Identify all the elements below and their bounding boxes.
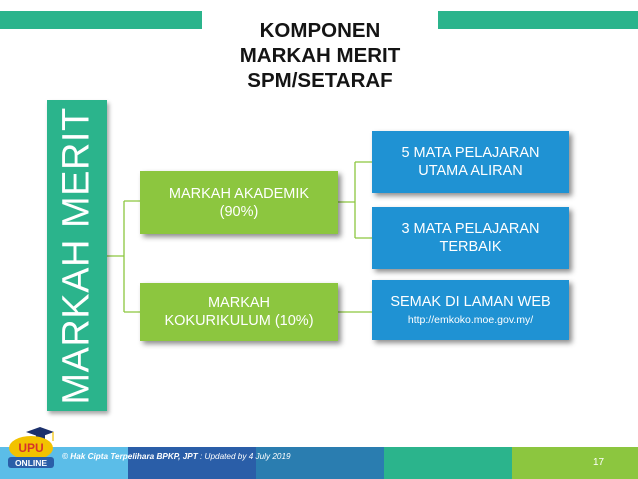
markah-akademik-box — [140, 171, 338, 234]
three-subjects-box — [372, 207, 569, 269]
page-number: 17 — [593, 457, 605, 468]
akademik-line-1: MARKAH AKADEMIK — [168, 185, 310, 202]
logo-text-line-2: ONLINE — [14, 458, 48, 468]
akademik-line-2: (90%) — [219, 203, 259, 220]
markah-merit-box — [47, 100, 107, 411]
title-line-2: MARKAH MERIT — [239, 44, 401, 67]
kokurikulum-line-1: MARKAH — [207, 295, 271, 311]
kokurikulum-line-2: KOKURIKULUM (10%) — [164, 313, 314, 329]
five-subjects-line-2: UTAMA ALIRAN — [418, 163, 523, 179]
logo-text-line-1: UPU — [18, 441, 44, 455]
footer-copyright — [62, 452, 291, 461]
updated-text: : Updated by 4 July 2019 — [197, 452, 291, 461]
semak-url-link[interactable]: http://emkoko.moe.gov.my/ — [407, 314, 534, 326]
footer-band-4 — [384, 447, 512, 479]
upu-online-logo-icon — [6, 421, 60, 477]
markah-merit-label: MARKAH MERIT — [55, 106, 98, 405]
copyright-text: © Hak Cipta Terpelihara BPKP, JPT — [62, 452, 198, 461]
connector-akademik-to-subjects — [338, 162, 372, 238]
semak-laman-web-box — [372, 280, 569, 340]
five-subjects-line-1: 5 MATA PELAJARAN — [401, 145, 540, 161]
title-line-1: KOMPONEN — [259, 19, 381, 42]
three-subjects-line-2: TERBAIK — [439, 239, 502, 255]
semak-label: SEMAK DI LAMAN WEB — [390, 294, 551, 310]
title-line-3: SPM/SETARAF — [247, 69, 393, 92]
connector-root-to-children — [107, 201, 140, 312]
five-subjects-box — [372, 131, 569, 193]
footer-band-5 — [512, 447, 638, 479]
markah-kokurikulum-box — [140, 283, 338, 341]
three-subjects-line-1: 3 MATA PELAJARAN — [401, 221, 540, 237]
